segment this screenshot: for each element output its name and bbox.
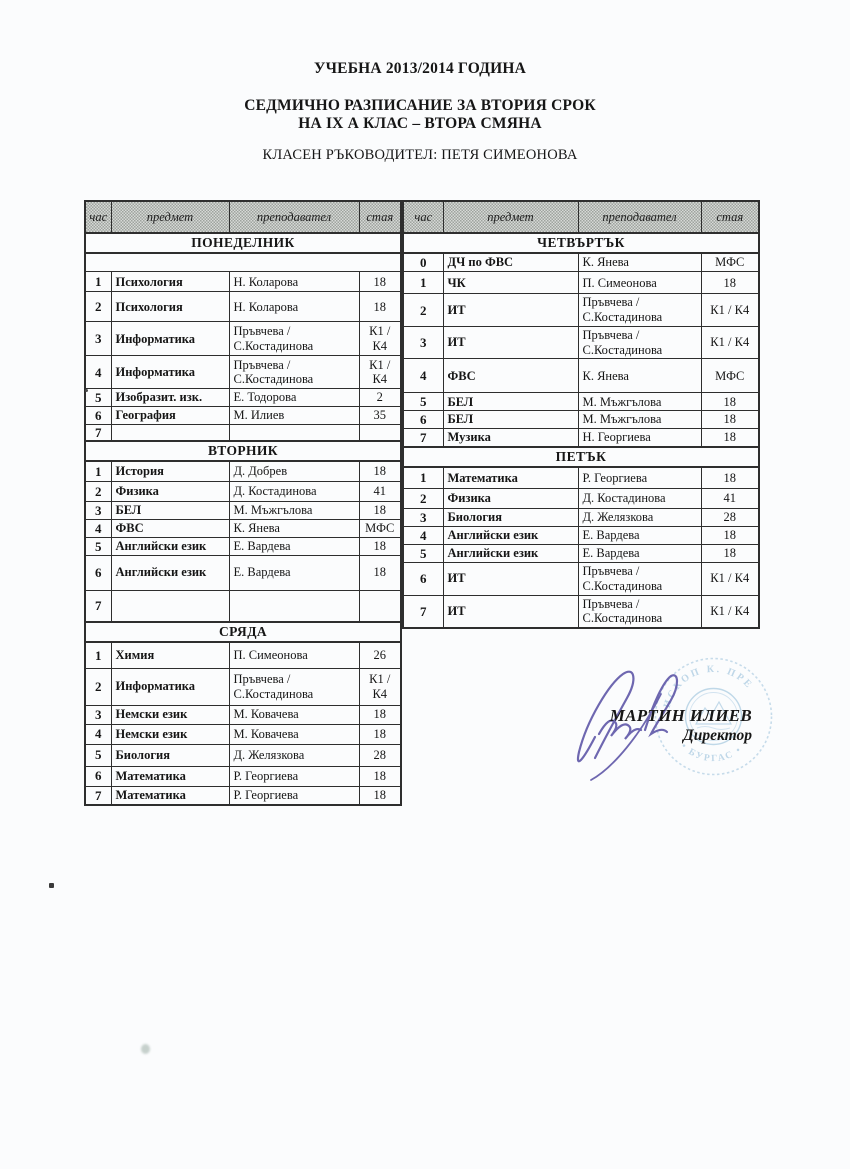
- room-cell: К1 / К4: [359, 356, 401, 389]
- room-column-header: стая: [701, 201, 759, 233]
- hour-cell: 2: [403, 294, 443, 327]
- room-column-header: стая: [359, 201, 401, 233]
- schedule-row: [85, 766, 401, 786]
- class-teacher-line: КЛАСЕН РЪКОВОДИТЕЛ: ПЕТЯ СИМЕОНОВА: [262, 147, 578, 163]
- subject-cell: БЕЛ: [443, 411, 578, 429]
- hour-cell: 6: [403, 563, 443, 596]
- room-cell: 18: [701, 393, 759, 411]
- schedule-row: [85, 407, 401, 425]
- hour-cell: 3: [403, 326, 443, 359]
- teacher-cell: Н. Коларова: [229, 272, 359, 292]
- schedule-row: [85, 590, 401, 622]
- room-cell: К1 / К4: [701, 326, 759, 359]
- subject-cell: Математика: [111, 766, 229, 786]
- subject-cell: Изобразит. изк.: [111, 389, 229, 407]
- subject-cell: Информатика: [111, 356, 229, 389]
- teacher-cell: [229, 424, 359, 441]
- teacher-cell: Пръвчева / С.Костадинова: [578, 294, 701, 327]
- schedule-row: [85, 744, 401, 766]
- teacher-cell: Е. Вардева: [229, 537, 359, 555]
- teacher-cell: Пръвчева / С.Костадинова: [229, 668, 359, 705]
- day-header-row: [403, 447, 759, 467]
- schedule-row: [85, 705, 401, 724]
- schedule-row: [403, 326, 759, 359]
- teacher-cell: Д. Костадинова: [229, 481, 359, 501]
- subject-cell: Психология: [111, 292, 229, 322]
- teacher-cell: Пръвчева / С.Костадинова: [578, 563, 701, 596]
- hour-cell: 1: [403, 272, 443, 294]
- signature-block: [560, 636, 820, 796]
- teacher-cell: К. Янева: [229, 519, 359, 537]
- column-header-row: [403, 201, 759, 233]
- hour-cell: 6: [85, 555, 111, 590]
- director-name: МАРТИН ИЛИЕВ: [609, 706, 752, 725]
- hour-cell: 2: [85, 668, 111, 705]
- hour-cell: 1: [85, 272, 111, 292]
- teacher-cell: К. Янева: [578, 253, 701, 272]
- schedule-row: [403, 411, 759, 429]
- schedule-row: [85, 424, 401, 441]
- hour-cell: 7: [85, 590, 111, 622]
- scan-dot: [49, 883, 54, 888]
- teacher-cell: Е. Вардева: [229, 555, 359, 590]
- room-cell: МФС: [359, 519, 401, 537]
- hour-cell: 3: [85, 322, 111, 356]
- room-cell: К1 / К4: [701, 595, 759, 628]
- class-shift-title: НА IX А КЛАС – ВТОРА СМЯНА: [298, 115, 542, 132]
- subject-cell: Немски език: [111, 705, 229, 724]
- schedule-row: [85, 461, 401, 481]
- hour-cell: 4: [85, 724, 111, 744]
- hour-cell: 6: [85, 766, 111, 786]
- room-cell: 18: [701, 545, 759, 563]
- schedule-row: [85, 724, 401, 744]
- schedule-row: [403, 509, 759, 527]
- room-cell: 18: [359, 272, 401, 292]
- subject-cell: Физика: [443, 489, 578, 509]
- room-cell: К1 / К4: [359, 668, 401, 705]
- schedule-row: [403, 595, 759, 628]
- room-cell: 41: [359, 481, 401, 501]
- room-cell: К1 / К4: [701, 294, 759, 327]
- subject-column-header: предмет: [443, 201, 578, 233]
- schedule-row: [85, 389, 401, 407]
- room-cell: [359, 424, 401, 441]
- hour-cell: 3: [403, 509, 443, 527]
- room-cell: К1 / К4: [701, 563, 759, 596]
- hour-cell: 5: [85, 744, 111, 766]
- teacher-cell: Д. Желязкова: [578, 509, 701, 527]
- schedule-row: [85, 519, 401, 537]
- day-header-row: [85, 233, 401, 253]
- schedule-row: [85, 356, 401, 389]
- director-title: Директор: [683, 727, 752, 744]
- teacher-cell: Е. Тодорова: [229, 389, 359, 407]
- day-title: ЧЕТВЪРТЪК: [403, 233, 759, 253]
- subject-cell: Информатика: [111, 668, 229, 705]
- subject-cell: [111, 590, 229, 622]
- room-cell: МФС: [701, 253, 759, 272]
- subject-cell: Физика: [111, 481, 229, 501]
- room-cell: 28: [359, 744, 401, 766]
- hour-cell: 4: [403, 359, 443, 393]
- hour-cell: 1: [403, 467, 443, 489]
- schedule-row: [403, 429, 759, 447]
- teacher-cell: Е. Вардева: [578, 545, 701, 563]
- teacher-cell: Р. Георгиева: [229, 786, 359, 805]
- room-cell: 18: [359, 461, 401, 481]
- subject-cell: Английски език: [111, 537, 229, 555]
- schedule-row: [403, 467, 759, 489]
- room-cell: 41: [701, 489, 759, 509]
- day-title: ВТОРНИК: [85, 441, 401, 461]
- room-cell: 18: [701, 527, 759, 545]
- stamp-bottom-arc-text: • БУРГАС •: [678, 741, 745, 765]
- hour-cell: 4: [85, 519, 111, 537]
- schedule-row: [403, 393, 759, 411]
- teacher-cell: Пръвчева / С.Костадинова: [229, 356, 359, 389]
- hour-cell: 2: [403, 489, 443, 509]
- room-cell: 2: [359, 389, 401, 407]
- subject-cell: Английски език: [443, 527, 578, 545]
- room-cell: 28: [701, 509, 759, 527]
- hour-cell: 4: [85, 356, 111, 389]
- room-cell: 35: [359, 407, 401, 425]
- hour-column-header: час: [403, 201, 443, 233]
- room-cell: 18: [701, 467, 759, 489]
- day-header-row: [85, 622, 401, 642]
- room-cell: 18: [701, 272, 759, 294]
- schedule-row: [403, 253, 759, 272]
- schedule-row: [85, 642, 401, 668]
- teacher-cell: Н. Коларова: [229, 292, 359, 322]
- subject-cell: Немски език: [111, 724, 229, 744]
- stamp-top-arc-text: ИСКОП К. ПРЕ: [661, 663, 756, 710]
- teacher-cell: Д. Добрев: [229, 461, 359, 481]
- subject-cell: ИТ: [443, 326, 578, 359]
- subject-cell: Математика: [443, 467, 578, 489]
- empty-spacer-row: [85, 253, 401, 272]
- subject-cell: Математика: [111, 786, 229, 805]
- day-title: ПЕТЪК: [403, 447, 759, 467]
- hour-cell: 3: [85, 501, 111, 519]
- hour-cell: 7: [85, 786, 111, 805]
- schedule-title: СЕДМИЧНО РАЗПИСАНИЕ ЗА ВТОРИЯ СРОК: [244, 97, 596, 114]
- hour-cell: 0: [403, 253, 443, 272]
- day-header-row: [403, 233, 759, 253]
- schedule-row: [85, 501, 401, 519]
- teacher-cell: П. Симеонова: [229, 642, 359, 668]
- subject-cell: История: [111, 461, 229, 481]
- hour-cell: 2: [85, 292, 111, 322]
- hour-cell: 1: [85, 642, 111, 668]
- teacher-cell: Пръвчева / С.Костадинова: [578, 326, 701, 359]
- subject-cell: Химия: [111, 642, 229, 668]
- room-cell: 18: [701, 429, 759, 447]
- teacher-cell: М. Мъжгълова: [578, 393, 701, 411]
- room-cell: К1 / К4: [359, 322, 401, 356]
- teacher-cell: Д. Костадинова: [578, 489, 701, 509]
- schedule-row: [85, 272, 401, 292]
- subject-cell: Биология: [111, 744, 229, 766]
- hour-cell: 2: [85, 481, 111, 501]
- hour-cell: 1: [85, 461, 111, 481]
- schedule-row: [403, 489, 759, 509]
- schedule-table-mon-wed: [84, 200, 402, 806]
- subject-cell: ЧК: [443, 272, 578, 294]
- subject-cell: Английски език: [443, 545, 578, 563]
- teacher-cell: Пръвчева / С.Костадинова: [578, 595, 701, 628]
- hour-cell: 7: [403, 429, 443, 447]
- room-cell: МФС: [701, 359, 759, 393]
- hour-cell: 5: [403, 393, 443, 411]
- schedule-row: [85, 786, 401, 805]
- schedule-row: [403, 294, 759, 327]
- room-cell: 18: [359, 786, 401, 805]
- school-year-title: УЧЕБНА 2013/2014 ГОДИНА: [314, 60, 526, 77]
- teacher-cell: Пръвчева / С.Костадинова: [229, 322, 359, 356]
- room-cell: 18: [359, 292, 401, 322]
- room-cell: 18: [359, 501, 401, 519]
- hour-cell: 6: [403, 411, 443, 429]
- subject-column-header: предмет: [111, 201, 229, 233]
- room-cell: 18: [701, 411, 759, 429]
- room-cell: 18: [359, 705, 401, 724]
- teacher-cell: М. Ковачева: [229, 724, 359, 744]
- subject-cell: ИТ: [443, 294, 578, 327]
- subject-cell: ИТ: [443, 595, 578, 628]
- teacher-cell: [229, 590, 359, 622]
- teacher-cell: Е. Вардева: [578, 527, 701, 545]
- hour-cell: 7: [85, 424, 111, 441]
- room-cell: 18: [359, 724, 401, 744]
- room-cell: 18: [359, 766, 401, 786]
- hour-column-header: час: [85, 201, 111, 233]
- hour-cell: 6: [85, 407, 111, 425]
- schedule-table-thu-fri: [402, 200, 760, 629]
- subject-cell: Психология: [111, 272, 229, 292]
- schedule-row: [85, 555, 401, 590]
- subject-cell: ФВС: [443, 359, 578, 393]
- room-cell: [359, 590, 401, 622]
- subject-cell: Информатика: [111, 322, 229, 356]
- teacher-cell: К. Янева: [578, 359, 701, 393]
- teacher-cell: М. Мъжгълова: [229, 501, 359, 519]
- day-title: СРЯДА: [85, 622, 401, 642]
- subject-cell: Английски език: [111, 555, 229, 590]
- room-cell: 26: [359, 642, 401, 668]
- subject-cell: ФВС: [111, 519, 229, 537]
- teacher-cell: П. Симеонова: [578, 272, 701, 294]
- subject-cell: Биология: [443, 509, 578, 527]
- schedule-row: [403, 527, 759, 545]
- schedule-row: [85, 322, 401, 356]
- schedule-row: [403, 359, 759, 393]
- subject-cell: ДЧ по ФВС: [443, 253, 578, 272]
- subject-cell: [111, 424, 229, 441]
- schedule-row: [85, 668, 401, 705]
- scan-smudge: [141, 1044, 150, 1054]
- teacher-cell: М. Илиев: [229, 407, 359, 425]
- column-header-row: [85, 201, 401, 233]
- schedule-row: [85, 537, 401, 555]
- scan-speck: [85, 389, 88, 392]
- teacher-cell: Д. Желязкова: [229, 744, 359, 766]
- hour-cell: 4: [403, 527, 443, 545]
- hour-cell: 7: [403, 595, 443, 628]
- teacher-cell: М. Ковачева: [229, 705, 359, 724]
- subject-cell: БЕЛ: [111, 501, 229, 519]
- subject-cell: БЕЛ: [443, 393, 578, 411]
- teacher-cell: Р. Георгиева: [578, 467, 701, 489]
- subject-cell: ИТ: [443, 563, 578, 596]
- schedule-row: [85, 481, 401, 501]
- subject-cell: География: [111, 407, 229, 425]
- schedule-row: [403, 272, 759, 294]
- hour-cell: 5: [85, 389, 111, 407]
- empty-cell: [85, 253, 401, 272]
- room-cell: 18: [359, 555, 401, 590]
- schedule-row: [85, 292, 401, 322]
- hour-cell: 5: [85, 537, 111, 555]
- teacher-cell: Р. Георгиева: [229, 766, 359, 786]
- teacher-cell: М. Мъжгълова: [578, 411, 701, 429]
- room-cell: 18: [359, 537, 401, 555]
- subject-cell: Музика: [443, 429, 578, 447]
- hour-cell: 5: [403, 545, 443, 563]
- schedule-row: [403, 545, 759, 563]
- day-header-row: [85, 441, 401, 461]
- hour-cell: 3: [85, 705, 111, 724]
- day-title: ПОНЕДЕЛНИК: [85, 233, 401, 253]
- schedule-row: [403, 563, 759, 596]
- teacher-column-header: преподавател: [229, 201, 359, 233]
- teacher-column-header: преподавател: [578, 201, 701, 233]
- teacher-cell: Н. Георгиева: [578, 429, 701, 447]
